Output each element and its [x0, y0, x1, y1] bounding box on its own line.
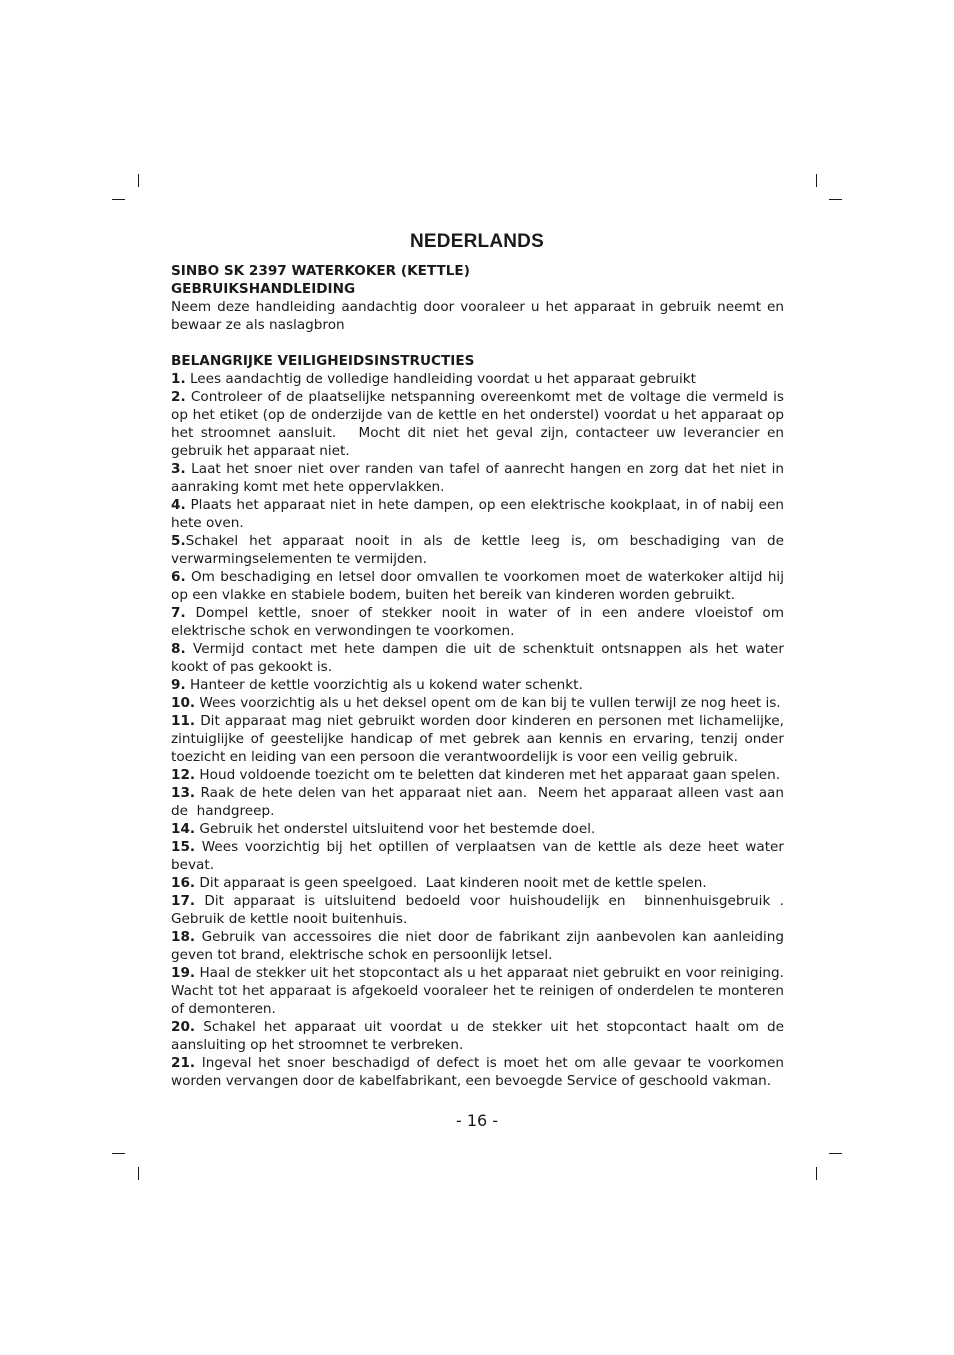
safety-item-text: Gebruik het onderstel uitsluitend voor het bestemde doel. — [195, 821, 596, 837]
crop-mark-top-right-horizontal — [829, 199, 842, 200]
safety-item-number: 15. — [171, 839, 196, 855]
safety-item-number: 2. — [171, 389, 186, 405]
safety-item-text: Dit apparaat is uitsluitend bedoeld voor huishoudelijk en binnenhuisgebruik . Gebruik de kettle nooit buitenhuis. — [171, 893, 789, 927]
crop-mark-bottom-left-vertical — [138, 1167, 139, 1180]
safety-item-number: 10. — [171, 695, 196, 711]
safety-item-text: Schakel het apparaat nooit in als de kettle leeg is, om beschadiging van de verwarmingselementen te vermijden. — [171, 533, 789, 567]
safety-item-text: Wees voorzichtig bij het optillen of verplaatsen van de kettle als deze heet water bevat. — [171, 839, 789, 873]
safety-item — [171, 676, 784, 694]
safety-item-number: 4. — [171, 497, 186, 513]
safety-heading: BELANGRIJKE VEILIGHEIDSINSTRUCTIES — [171, 353, 475, 369]
safety-item — [171, 766, 784, 784]
crop-mark-top-left-vertical — [138, 174, 139, 187]
manual-title: SINBO SK 2397 WATERKOKER (KETTLE) — [171, 263, 470, 279]
safety-item — [171, 712, 789, 766]
safety-item-text: Hanteer de kettle voorzichtig als u kokend water schenkt. — [185, 677, 583, 693]
safety-item-number: 17. — [171, 893, 196, 909]
safety-item-number: 9. — [171, 677, 186, 693]
safety-item — [171, 370, 784, 388]
section-spacer — [171, 334, 784, 352]
safety-item-number: 12. — [171, 767, 196, 783]
safety-item-text: Haal de stekker uit het stopcontact als u het apparaat niet gebruikt en voor reiniging. Wacht tot het apparaat is afgekoeld vooraleer het te reinigen of onderdelen te monteren of demonteren. — [171, 965, 789, 1017]
safety-item — [171, 694, 784, 712]
crop-mark-bottom-right-vertical — [816, 1167, 817, 1180]
safety-item-text: Houd voldoende toezicht om te beletten dat kinderen met het apparaat gaan spelen. — [195, 767, 781, 783]
safety-item-number: 21. — [171, 1055, 196, 1071]
safety-item — [171, 604, 789, 640]
safety-item — [171, 838, 789, 874]
crop-mark-top-right-vertical — [816, 174, 817, 187]
safety-item — [171, 928, 789, 964]
safety-item — [171, 784, 789, 820]
safety-item-number: 7. — [171, 605, 186, 621]
safety-item-number: 16. — [171, 875, 196, 891]
safety-item — [171, 532, 789, 568]
safety-item-text: Vermijd contact met hete dampen die uit de schenktuit ontsnappen als het water kookt of pas gekookt is. — [171, 641, 789, 675]
safety-item — [171, 820, 784, 838]
safety-item-number: 6. — [171, 569, 186, 585]
safety-item-number: 3. — [171, 461, 186, 477]
safety-item-text: Raak de hete delen van het apparaat niet aan. Neem het apparaat alleen vast aan de handgreep. — [171, 785, 789, 819]
safety-item-number: 13. — [171, 785, 196, 801]
manual-subtitle: GEBRUIKSHANDLEIDING — [171, 281, 356, 297]
safety-item-number: 19. — [171, 965, 196, 981]
safety-item-text: Om beschadiging en letsel door omvallen te voorkomen moet de waterkoker altijd hij op een vlakke en stabiele bodem, buiten het bereik van kinderen worden gebruikt. — [171, 569, 789, 603]
safety-item — [171, 568, 789, 604]
safety-instructions-list — [171, 370, 789, 1090]
safety-item — [171, 460, 789, 496]
safety-item — [171, 640, 789, 676]
safety-item-text: Plaats het apparaat niet in hete dampen, op een elektrische kookplaat, in of nabij een hete oven. — [171, 497, 789, 531]
safety-item-text: Controleer of de plaatselijke netspanning overeenkomt met de voltage die vermeld is op het etiket (op de onderzijde van de kettle en het onderstel) voordat u het apparaat op het stroomnet aansluit. Mocht dit niet het geval zijn, contacteer uw leverancier en gebruik het apparaat niet. — [171, 389, 789, 459]
safety-item-text: Lees aandachtig de volledige handleiding voordat u het apparaat gebruikt — [185, 371, 697, 387]
crop-mark-bottom-right-horizontal — [829, 1153, 842, 1154]
safety-item — [171, 496, 789, 532]
safety-item — [171, 388, 789, 460]
safety-item — [171, 874, 784, 892]
safety-item-text: Wees voorzichtig als u het deksel opent om de kan bij te vullen terwijl ze nog heet is. — [195, 695, 781, 711]
safety-item-text: Dit apparaat mag niet gebruikt worden door kinderen en personen met lichamelijke, zintuiglijke of geestelijke handicap of met gebrek aan kennis en ervaring, tenzij onder toezicht en leiding van een persoon die verantwoordelijk is voor een veilig gebruik. — [171, 713, 789, 765]
safety-item-number: 18. — [171, 929, 196, 945]
safety-item-text: Gebruik van accessoires die niet door de fabrikant zijn aanbevolen kan aanleiding geven tot brand, elektrische schok en persoonlijk letsel. — [171, 929, 789, 963]
safety-item-text: Ingeval het snoer beschadigd of defect is moet het om alle gevaar te voorkomen worden vervangen door de kabelfabrikant, een bevoegde Service of geschoold vakman. — [171, 1055, 789, 1089]
safety-item-number: 8. — [171, 641, 186, 657]
safety-item — [171, 1018, 789, 1054]
safety-item-text: Dit apparaat is geen speelgoed. Laat kinderen nooit met de kettle spelen. — [195, 875, 707, 891]
page-title: NEDERLANDS — [410, 231, 544, 252]
safety-item-number: 5. — [171, 533, 186, 549]
safety-item-text: Dompel kettle, snoer of stekker nooit in water of in een andere vloeistof om elektrische schok en verwondingen te voorkomen. — [171, 605, 789, 639]
intro-paragraph: Neem deze handleiding aandachtig door vooraleer u het apparaat in gebruik neemt en bewaar ze als naslagbron — [171, 299, 784, 333]
safety-item-text: Schakel het apparaat uit voordat u de stekker uit het stopcontact haalt om de aansluiting op het stroomnet te verbreken. — [171, 1019, 789, 1053]
page-number: - 16 - — [455, 1111, 499, 1130]
page-content — [171, 262, 789, 1090]
safety-item-number: 14. — [171, 821, 196, 837]
safety-item — [171, 964, 789, 1018]
safety-item-number: 20. — [171, 1019, 196, 1035]
crop-mark-top-left-horizontal — [112, 199, 125, 200]
safety-item-text: Laat het snoer niet over randen van tafel of aanrecht hangen en zorg dat het niet in aanraking komt met hete oppervlakken. — [171, 461, 789, 495]
safety-item — [171, 1054, 789, 1090]
safety-item-number: 11. — [171, 713, 196, 729]
safety-item-number: 1. — [171, 371, 186, 387]
crop-mark-bottom-left-horizontal — [112, 1153, 125, 1154]
safety-item — [171, 892, 789, 928]
